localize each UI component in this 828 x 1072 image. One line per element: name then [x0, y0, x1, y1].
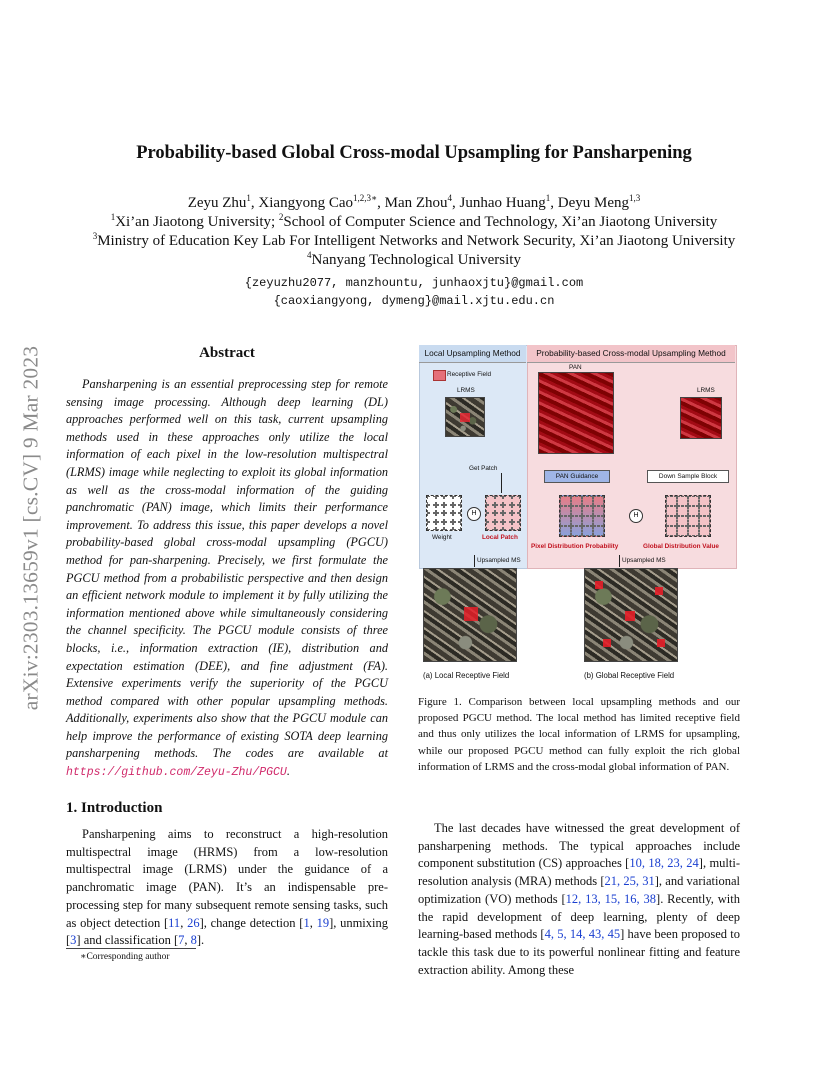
upsampled-ms-label-left: Upsampled MS	[477, 557, 521, 564]
citation-link[interactable]: 1	[303, 915, 310, 930]
weight-label: Weight	[432, 534, 452, 541]
intro-text: Pansharpening aims to reconstruct a high-resolution multispectral image (HRMS) from a low-resolution multispectral image (LRMS) under the guidance of a panchromatic image (PAN). It’s an indispensable pre-processing step for many subsequent remote sensing tasks, such as object detection [	[66, 827, 388, 930]
affiliation-2	[0, 232, 828, 251]
h-operator-left: H	[467, 507, 481, 521]
author-list: Zeyu Zhu$^1$, Xiangyong Cao$^{1,2,3∗}$, Man Zhou$^4$, Junhao Huang$^1$, Deyu Meng$^{1,3}$	[187, 193, 641, 211]
intro-text: ].	[196, 933, 205, 948]
citation-link[interactable]: 21, 25, 31	[604, 874, 655, 889]
citation-link[interactable]: 26	[187, 915, 200, 930]
citation-link[interactable]: 3	[70, 933, 77, 948]
global-marker	[603, 639, 611, 647]
global-distribution-grid	[665, 495, 711, 537]
arrow	[501, 473, 502, 493]
affil-sup: 4	[307, 250, 312, 260]
intro-paragraph-2	[418, 820, 740, 979]
local-patch-grid	[485, 495, 521, 531]
code-link[interactable]: https://github.com/Zeyu-Zhu/PGCU	[66, 766, 287, 780]
receptive-field-patch	[460, 413, 470, 422]
author-sup: 1,2,3∗	[353, 193, 378, 203]
weight-grid	[426, 495, 462, 531]
affil-text: School of Computer Science and Technology, Xi’an Jiaotong University	[283, 214, 718, 230]
abstract-heading: Abstract	[199, 345, 255, 361]
global-header: Probability-based Cross-modal Upsampling Method	[527, 345, 735, 363]
body-text: ] have been proposed to tackle this task due to its powerful nonlinear fitting and feature extraction ability. Among these	[418, 927, 741, 977]
pixel-distribution-label: Pixel Distribution Probability	[531, 543, 619, 550]
author-name: Junhao Huang	[459, 195, 546, 211]
down-sample-block: Down Sample Block	[647, 470, 729, 483]
arrow	[474, 555, 475, 567]
affiliation-1	[0, 213, 828, 232]
abstract-text: Pansharpening is an essential preprocessing step for remote sensing image processing. Although deep learning (DL) approaches performed well on this task, current upsampling methods used in these approaches only utilize the local information of each pixel in the low-resolution multispectral (LRMS) image while neglecting to exploit its global information as well as the cross-modal information of the guiding panchromatic (PAN) image, which limits their performance improvement. To address this issue, this paper develops a novel probability-based global cross-modal upsampling (PGCU) method for pan-sharpening. Precisely, we first formulate the PGCU method from a probabilistic perspective and then design an efficient network module to implement it by fully utilizing the information mentioned above while simultaneously considering the channel specificity. The PGCU module consists of three blocks, i.e., information extraction (IE), distribution and expectation estimation (DEE), and fine adjustment (FA). Extensive experiments verify the superiority of the PGCU method compared with other popular upsampling methods. Additionally, experiments also show that the PGCU module can help improve the performance of existing SOTA deep learning pansharpening methods. The codes are available at	[66, 377, 388, 761]
pan-image	[538, 372, 614, 454]
intro-text: ], change detection [	[199, 915, 304, 930]
global-center-marker	[625, 611, 635, 621]
upsampled-local-image	[423, 568, 517, 662]
affil-text: Ministry of Education Key Lab For Intelligent Networks and Network Security, Xi’an Jiaotong University	[97, 233, 736, 249]
affil-text: Nanyang Technological University	[311, 252, 521, 268]
body-text: ], and variational optimization (VO) methods [	[418, 874, 740, 906]
intro-paragraph: Pansharpening aims to reconstruct a high-resolution multispectral image (HRMS) from a low-resolution multispectral image (LRMS) under the guidance of a panchromatic image (PAN). It’s an indispensable pre-processing step for many subsequent remote sensing tasks, such as object detection [11, 26], change detection [1, 19], unmixing [3] and classification [7, 8].	[66, 827, 389, 948]
affiliation-3	[0, 251, 828, 270]
affil-sup: 3	[92, 231, 98, 241]
arxiv-side-label	[18, 298, 44, 758]
global-marker	[595, 581, 603, 589]
citation-link[interactable]: 7	[178, 933, 185, 948]
intro-heading: 1. Introduction	[66, 800, 163, 816]
intro-text: ] and classification [	[76, 933, 179, 948]
author-sup: 1	[246, 193, 251, 203]
author-sup: 4	[447, 193, 453, 203]
email-line-1: {zeyuzhu2077, manzhountu, junhaoxjtu}@gmail.com	[244, 276, 584, 290]
arxiv-id: arXiv:2303.13659v1 [cs.CV] 9 Mar 2023	[18, 345, 43, 711]
author-name: Xiangyong Cao	[258, 195, 353, 211]
author-name: Deyu Meng	[557, 195, 630, 211]
author-name: Zeyu Zhu	[187, 195, 247, 211]
subcaption-a: (a) Local Receptive Field	[423, 671, 510, 680]
footnote-rule	[66, 948, 196, 949]
arrow	[619, 555, 620, 567]
pixel-distribution-grid	[559, 495, 605, 537]
paper-title: Probability-based Global Cross-modal Upsampling for Pansharpening	[136, 143, 692, 163]
citation-link[interactable]: 10, 18, 23, 24	[629, 856, 699, 871]
lrms-label-right: LRMS	[697, 387, 715, 394]
local-header: Local Upsampling Method	[419, 345, 526, 363]
footnote: ∗Corresponding author	[80, 952, 170, 962]
lrms-label-left: LRMS	[457, 387, 475, 394]
citation-link[interactable]: 12, 13, 15, 16, 38	[565, 891, 657, 906]
global-marker	[657, 639, 665, 647]
global-distribution-label: Global Distribution Value	[643, 543, 719, 550]
affil-sup: 2	[278, 212, 284, 222]
pan-label: PAN	[569, 364, 582, 371]
email-line-2: {caoxiangyong, dymeng}@mail.xjtu.edu.cn	[273, 294, 555, 308]
intro-text: ], unmixing [	[66, 915, 389, 948]
get-patch-label: Get Patch	[469, 465, 498, 472]
h-operator-right: H	[629, 509, 643, 523]
subcaption-b: (b) Global Receptive Field	[584, 671, 675, 680]
receptive-field-legend-swatch	[433, 370, 446, 381]
lrms-image-left	[445, 397, 485, 437]
author-sup: 1	[545, 193, 551, 203]
citation-link[interactable]: 11	[168, 915, 181, 930]
figure-caption: Figure 1. Comparison between local upsampling methods and our proposed PGCU method. The local method has limited receptive field and thus only utilizes the local information of LRMS for upsampling, while our proposed PGCU method can fully exploit the rich global information of LRMS and the cross-modal global information of PAN.	[418, 696, 740, 773]
abstract-body: Pansharpening is an essential preprocessing step for remote sensing image processing. Although deep learning (DL) approaches performed well on this task, current upsampling methods used in these approaches only utilize the local information of each pixel in the low-resolution multispectral (LRMS) image while neglecting to exploit its global information as well as the cross-modal information of the guiding panchromatic (PAN) image, which limits their performance improvement. To address this issue, this paper develops a novel probability-based global cross-modal upsampling (PGCU) method for pan-sharpening. Precisely, we first formulate the PGCU method from a probabilistic perspective and then design an efficient network module to implement it by fully utilizing the information mentioned above while simultaneously considering the channel specificity. The PGCU module consists of three blocks, i.e., information extraction (IE), distribution and expectation estimation (DEE), and fine adjustment (FA). Extensive experiments verify the superiority of the PGCU method compared with other popular upsampling methods. Additionally, experiments also show that the PGCU module can help improve the performance of existing SOTA deep learning pansharpening methods. The codes are available at https://github.com/Zeyu-Zhu/PGCU.	[66, 377, 388, 780]
figure-1	[419, 345, 737, 685]
upsampled-global-image	[584, 568, 678, 662]
upsampled-ms-label-right: Upsampled MS	[622, 557, 666, 564]
affil-sup: 1	[110, 212, 116, 222]
citation-link[interactable]: 4, 5, 14, 43, 45	[544, 927, 621, 942]
body-text: ], multi-resolution analysis (MRA) methods [	[418, 856, 740, 889]
body-text: The last decades have witnessed the great development of pansharpening methods. The typical approaches include component substitution (CS) approaches [	[418, 821, 740, 871]
local-receptive-marker	[464, 607, 478, 621]
citation-link[interactable]: 8	[190, 933, 197, 948]
receptive-field-label: Receptive Field	[447, 371, 492, 378]
citation-link[interactable]: 19	[316, 915, 330, 930]
author-sup: 1,3	[629, 193, 641, 203]
global-marker	[655, 587, 663, 595]
author-name: Man Zhou	[384, 195, 448, 211]
lrms-image-right	[680, 397, 722, 439]
affil-text: Xi’an Jiaotong University;	[115, 214, 279, 230]
body-text: ]. Recently, with the rapid development of deep learning, plenty of deep learning-based methods [	[418, 891, 740, 942]
local-patch-label: Local Patch	[482, 534, 518, 541]
pan-guidance-block: PAN Guidance	[544, 470, 610, 483]
